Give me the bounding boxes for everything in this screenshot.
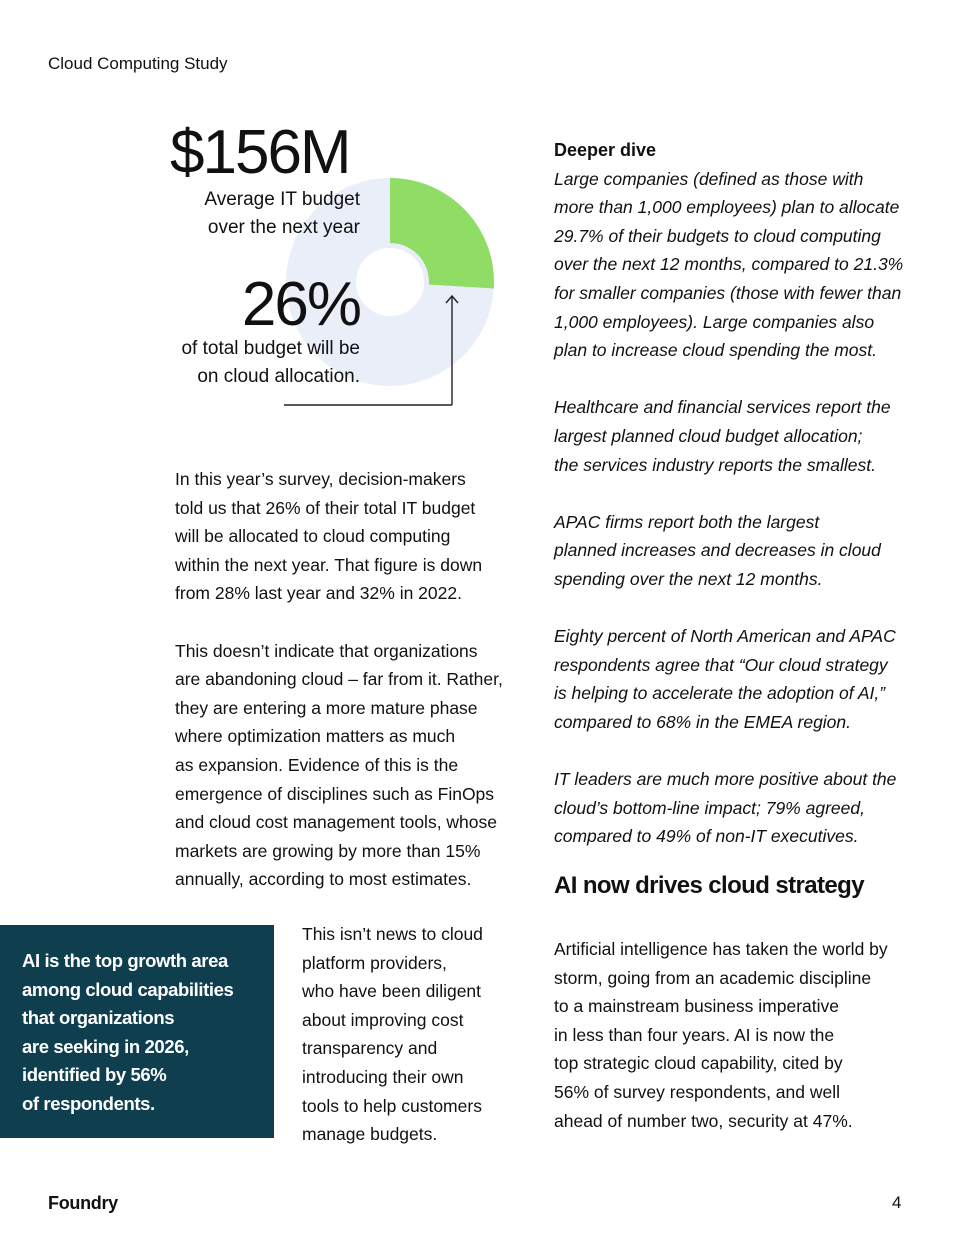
avg-budget-value: $156M: [170, 118, 350, 187]
text-line: Eighty percent of North American and APAC: [554, 626, 896, 647]
text-line: within the next year. That figure is down: [175, 554, 483, 575]
text-line: is helping to accelerate the adoption of AI,”: [554, 683, 886, 704]
footer-brand-logo: Foundry: [48, 1193, 118, 1213]
text-line: introducing their own: [302, 1066, 464, 1087]
text-line: from 28% last year and 32% in 2022.: [175, 583, 462, 604]
text-line: tools to help customers: [302, 1095, 482, 1116]
ai-section-body: [554, 935, 914, 1135]
text-line: 56% of survey respondents, and well: [554, 1081, 840, 1102]
text-line: and cloud cost management tools, whose: [175, 812, 497, 833]
text-line: Artificial intelligence has taken the world by: [554, 939, 888, 959]
text-line: manage budgets.: [302, 1124, 438, 1145]
pull-quote-line: among cloud capabilities: [22, 978, 234, 1000]
text-line: top strategic cloud capability, cited by: [554, 1053, 843, 1074]
text-line: about improving cost: [302, 1009, 464, 1030]
text-line: storm, going from an academic discipline: [554, 967, 872, 988]
pull-quote-line: are seeking in 2026,: [22, 1035, 189, 1057]
text-line: emergence of disciplines such as FinOps: [175, 783, 495, 804]
text-line: Healthcare and financial services report the: [554, 397, 891, 418]
text-line: plan to increase cloud spending the most.: [554, 340, 877, 361]
text-line: as expansion. Evidence of this is the: [175, 754, 459, 775]
text-line: who have been diligent: [302, 981, 482, 1002]
report-title: Cloud Computing Study: [48, 54, 228, 73]
text-line: ahead of number two, security at 47%.: [554, 1110, 853, 1131]
avg-budget-label-line: over the next year: [207, 217, 360, 238]
text-line: largest planned cloud budget allocation;: [554, 425, 863, 446]
ai-section-heading: AI now drives cloud strategy: [554, 872, 864, 899]
text-line: compared to 49% of non-IT executives.: [554, 826, 859, 847]
text-line: transparency and: [302, 1038, 438, 1059]
pull-quote-line: AI is the top growth area: [22, 950, 228, 971]
pull-quote-line: that organizations: [22, 1007, 175, 1029]
text-line: 1,000 employees). Large companies also: [554, 311, 875, 332]
intro-column: [175, 465, 515, 923]
deeper-dive-paragraph-4: [554, 622, 914, 736]
deeper-dive-paragraph-2: [554, 393, 914, 479]
deeper-dive-paragraph-3: [554, 508, 914, 594]
donut-highlight-segment: [390, 178, 494, 289]
text-line: respondents agree that “Our cloud strategy: [554, 654, 888, 675]
text-line: This doesn’t indicate that organizations: [175, 640, 478, 661]
deeper-dive-heading: Deeper dive: [554, 140, 657, 160]
pull-quote-line: identified by 56%: [22, 1064, 167, 1086]
text-line: annually, according to most estimates.: [175, 869, 472, 890]
text-line: the services industry reports the smallest.: [554, 454, 876, 475]
cloud-share-label-line: on cloud allocation.: [197, 366, 360, 387]
middle-column: [302, 920, 522, 1149]
text-line: told us that 26% of their total IT budget: [175, 497, 476, 518]
text-line: in less than four years. AI is now the: [554, 1024, 835, 1045]
avg-budget-label-line: Average IT budget: [204, 189, 360, 210]
text-line: spending over the next 12 months.: [554, 568, 823, 589]
avg-budget-label: [120, 186, 360, 242]
cloud-share-label: [100, 335, 360, 391]
text-line: for smaller companies (those with fewer than: [554, 282, 902, 303]
text-line: are abandoning cloud – far from it. Rather,: [175, 669, 503, 690]
pull-quote-line: of respondents.: [22, 1092, 155, 1114]
deeper-dive-column: [554, 136, 914, 879]
text-line: IT leaders are much more positive about the: [554, 769, 897, 790]
text-line: markets are growing by more than 15%: [175, 840, 481, 861]
text-line: APAC firms report both the largest: [554, 511, 820, 532]
text-line: where optimization matters as much: [175, 726, 456, 747]
cloud-share-label-line: of total budget will be: [181, 338, 360, 359]
text-line: This isn’t news to cloud: [302, 924, 483, 944]
text-line: over the next 12 months, compared to 21.3%: [554, 254, 904, 275]
pull-quote-box: [0, 925, 274, 1138]
deeper-dive-paragraph-1: [554, 165, 914, 365]
deeper-dive-paragraph-5: [554, 765, 914, 851]
page-number: 4: [892, 1193, 902, 1212]
text-line: Large companies (defined as those with: [554, 168, 864, 189]
text-line: 29.7% of their budgets to cloud computing: [554, 225, 881, 246]
text-line: cloud’s bottom-line impact; 79% agreed,: [554, 797, 865, 818]
text-line: In this year’s survey, decision-makers: [175, 469, 466, 489]
text-line: to a mainstream business imperative: [554, 996, 839, 1017]
text-line: platform providers,: [302, 952, 447, 973]
text-line: compared to 68% in the EMEA region.: [554, 711, 852, 732]
intro-paragraph-1: [175, 465, 515, 608]
text-line: will be allocated to cloud computing: [175, 526, 451, 547]
text-line: they are entering a more mature phase: [175, 697, 478, 718]
text-line: more than 1,000 employees) plan to allocate: [554, 197, 900, 218]
text-line: planned increases and decreases in cloud: [554, 540, 881, 561]
cloud-share-value: 26%: [241, 270, 360, 339]
intro-paragraph-2: [175, 637, 515, 894]
